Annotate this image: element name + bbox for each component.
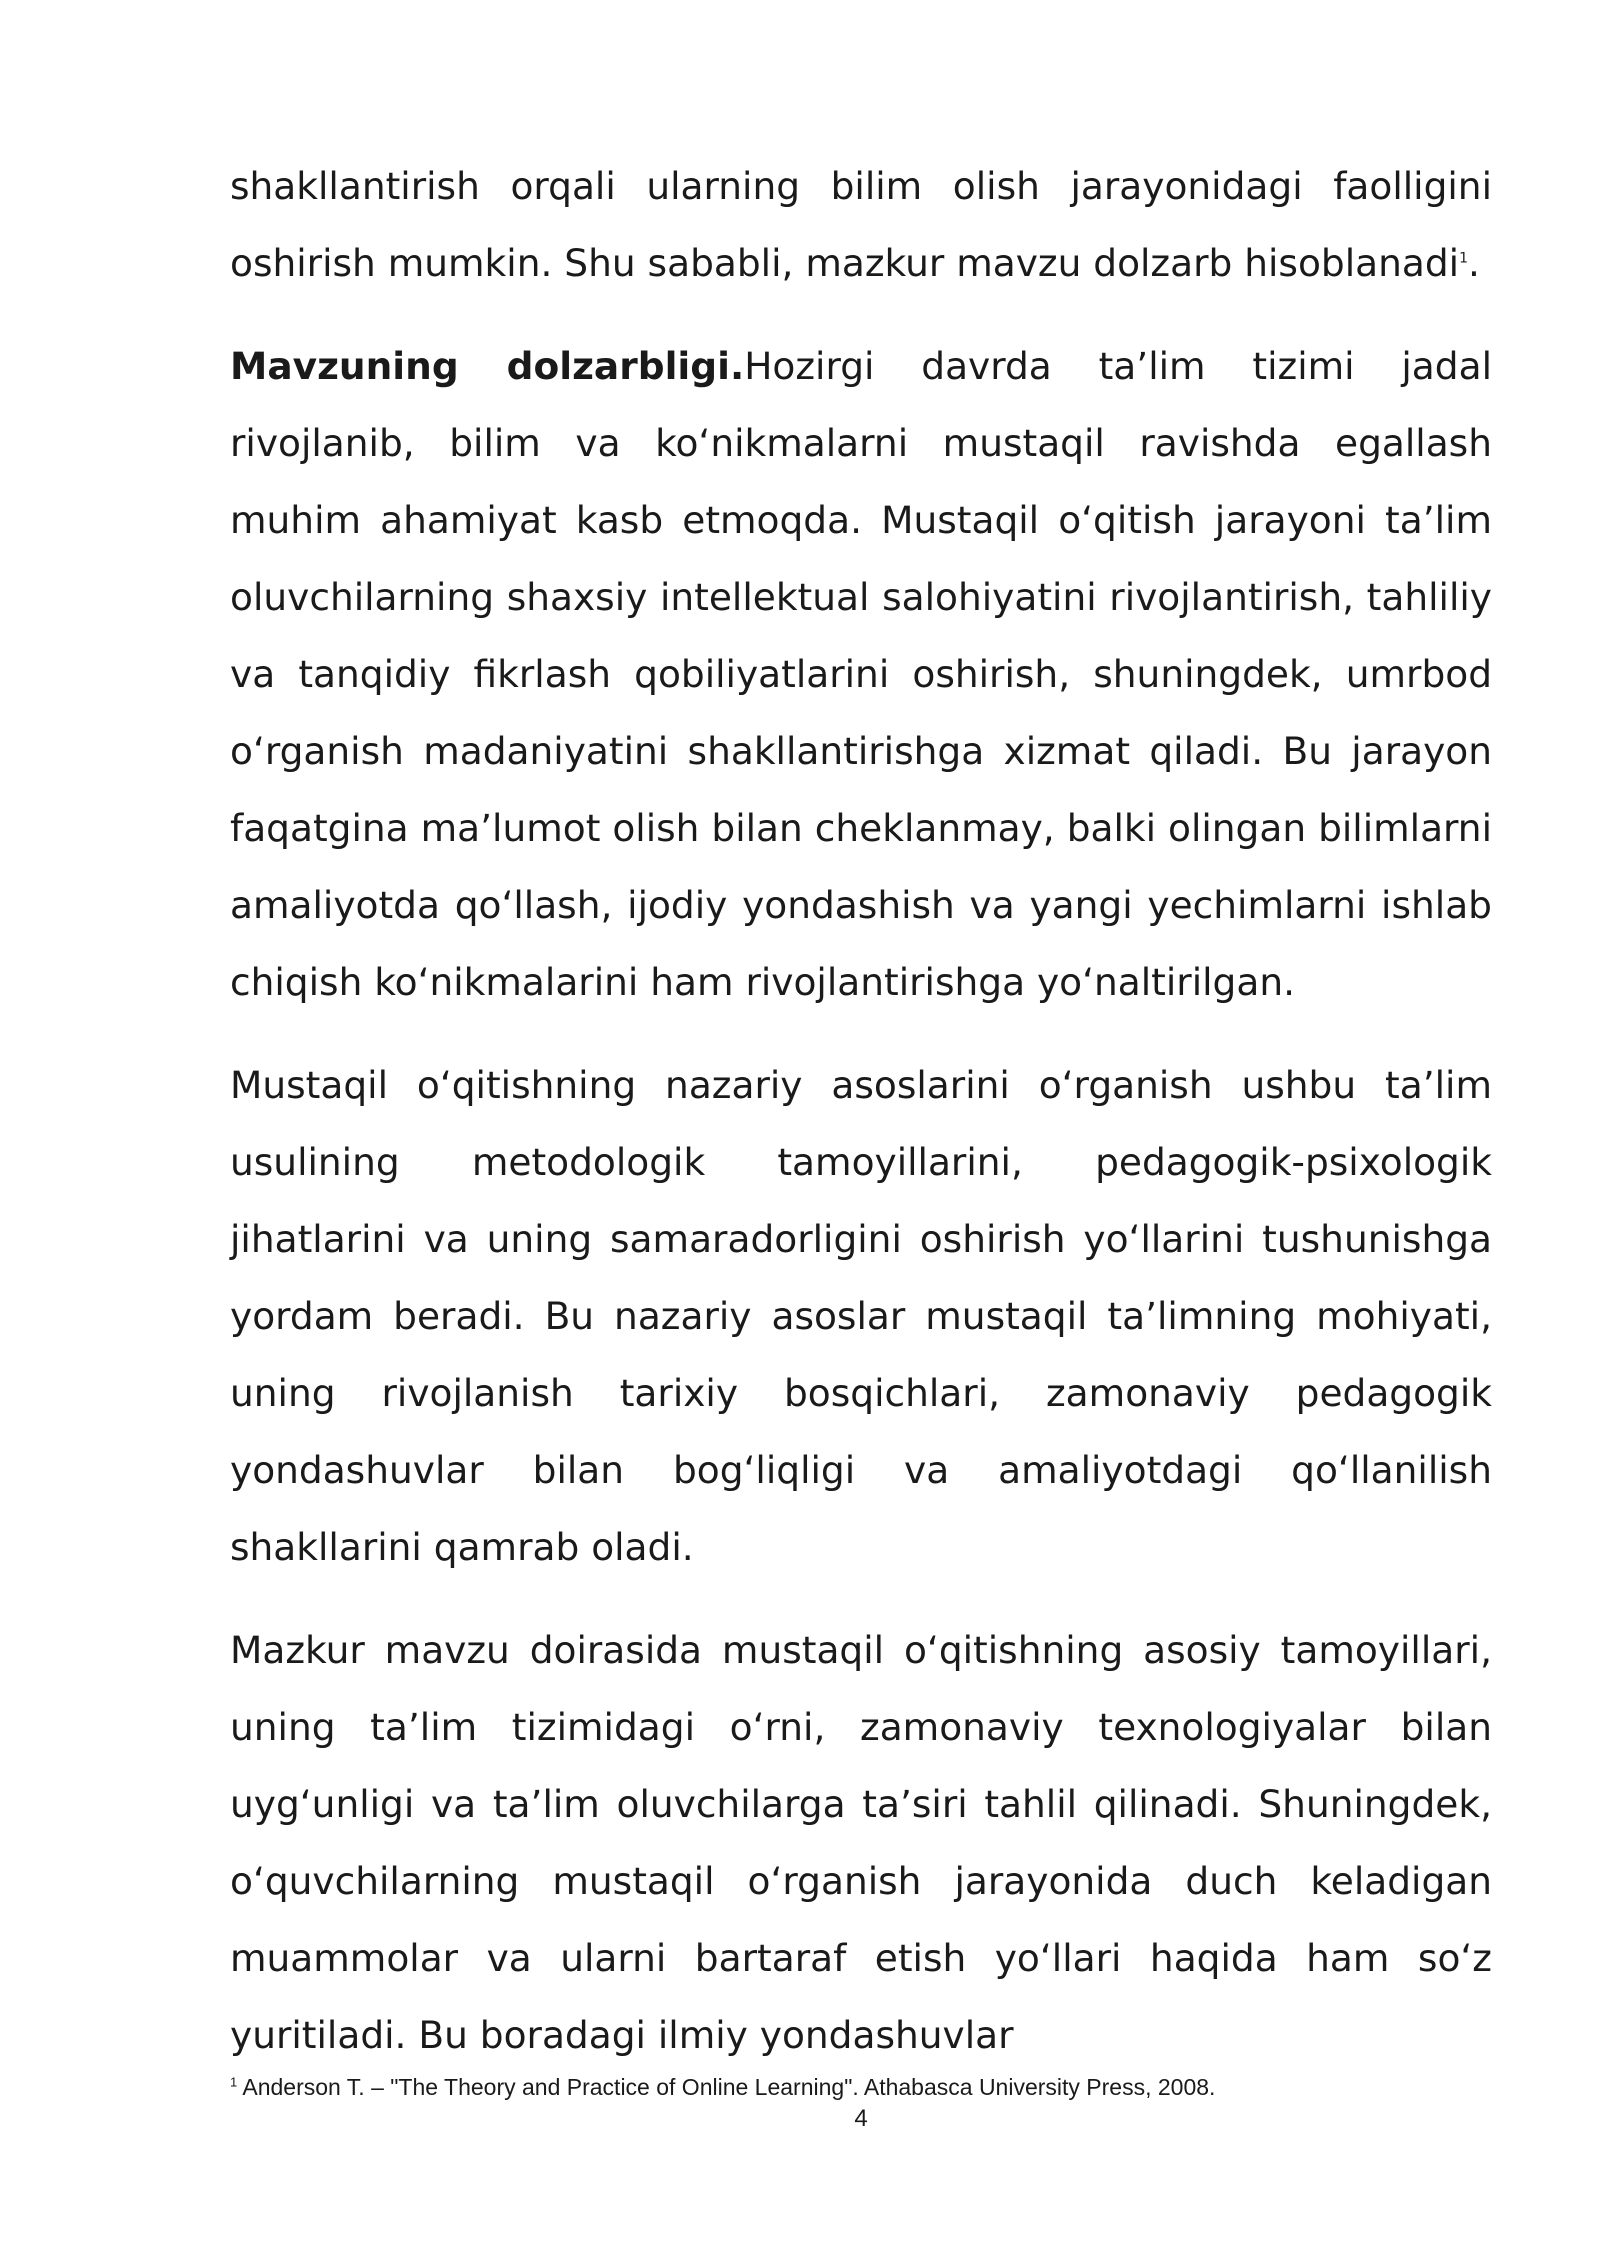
paragraph-intro-continuation [230, 148, 1492, 302]
footnote-marker: 1 [230, 2074, 238, 2090]
paragraph-text: shakllantirish orqali ularning bilim olish jarayonidagi faolligini oshirish mumkin. Shu sababli, mazkur mavzu dolzarb hisoblanadi [230, 164, 1492, 285]
paragraph-relevance [230, 328, 1492, 1021]
footnote-reference[interactable]: 1 [1459, 250, 1468, 267]
footnote [230, 2072, 1492, 2102]
paragraph-scope [230, 1612, 1492, 2074]
paragraph-tail: . [1468, 241, 1480, 285]
paragraph-text: Mazkur mavzu doirasida mustaqil o‘qitishning asosiy tamoyillari, uning ta’lim tizimidagi o‘rni, zamonaviy texnologiyalar bilan uyg‘unligi va ta’lim oluvchilarga ta’siri tahlil qilinadi. Shuningdek, o‘quvchilarning mustaqil o‘rganish jarayonida duch keladigan muammolar va ularni bartaraf etish yo‘llari haqida ham so‘z yuritiladi. Bu boradagi ilmiy yondashuvlar [230, 1628, 1492, 2057]
paragraph-theory [230, 1047, 1492, 1586]
body-text [230, 148, 1492, 2100]
footnote-text: Anderson T. – "The Theory and Practice of Online Learning". Athabasca University Press, 2008. [237, 2074, 1216, 2100]
paragraph-text: Hozirgi davrda ta’lim tizimi jadal rivojlanib, bilim va ko‘nikmalarni mustaqil ravishda egallash muhim ahamiyat kasb etmoqda. Mustaqil o‘qitish jarayoni ta’lim oluvchilarning shaxsiy intellektual salohiyatini rivojlantirish, tahliliy va tanqidiy fikrlash qobiliyatlarini oshirish, shuningdek, umrbod o‘rganish madaniyatini shakllantirishga xizmat qiladi. Bu jarayon faqatgina ma’lumot olish bilan cheklanmay, balki olingan bilimlarni amaliyotda qo‘llash, ijodiy yondashish va yangi yechimlarni ishlab chiqish ko‘nikmalarini ham rivojlantirishga yo‘naltirilgan. [230, 344, 1492, 1004]
section-heading: Mavzuning dolzarbligi. [230, 344, 745, 388]
page-number: 4 [854, 2105, 868, 2132]
paragraph-text: Mustaqil o‘qitishning nazariy asoslarini o‘rganish ushbu ta’lim usulining metodologik tamoyillarini, pedagogik-psixologik jihatlarini va uning samaradorligini oshirish yo‘llarini tushunishga yordam beradi. Bu nazariy asoslar mustaqil ta’limning mohiyati, uning rivojlanish tarixiy bosqichlari, zamonaviy pedagogik yondashuvlar bilan bog‘liqligi va amaliyotdagi qo‘llanilish shakllarini qamrab oladi. [230, 1063, 1492, 1569]
